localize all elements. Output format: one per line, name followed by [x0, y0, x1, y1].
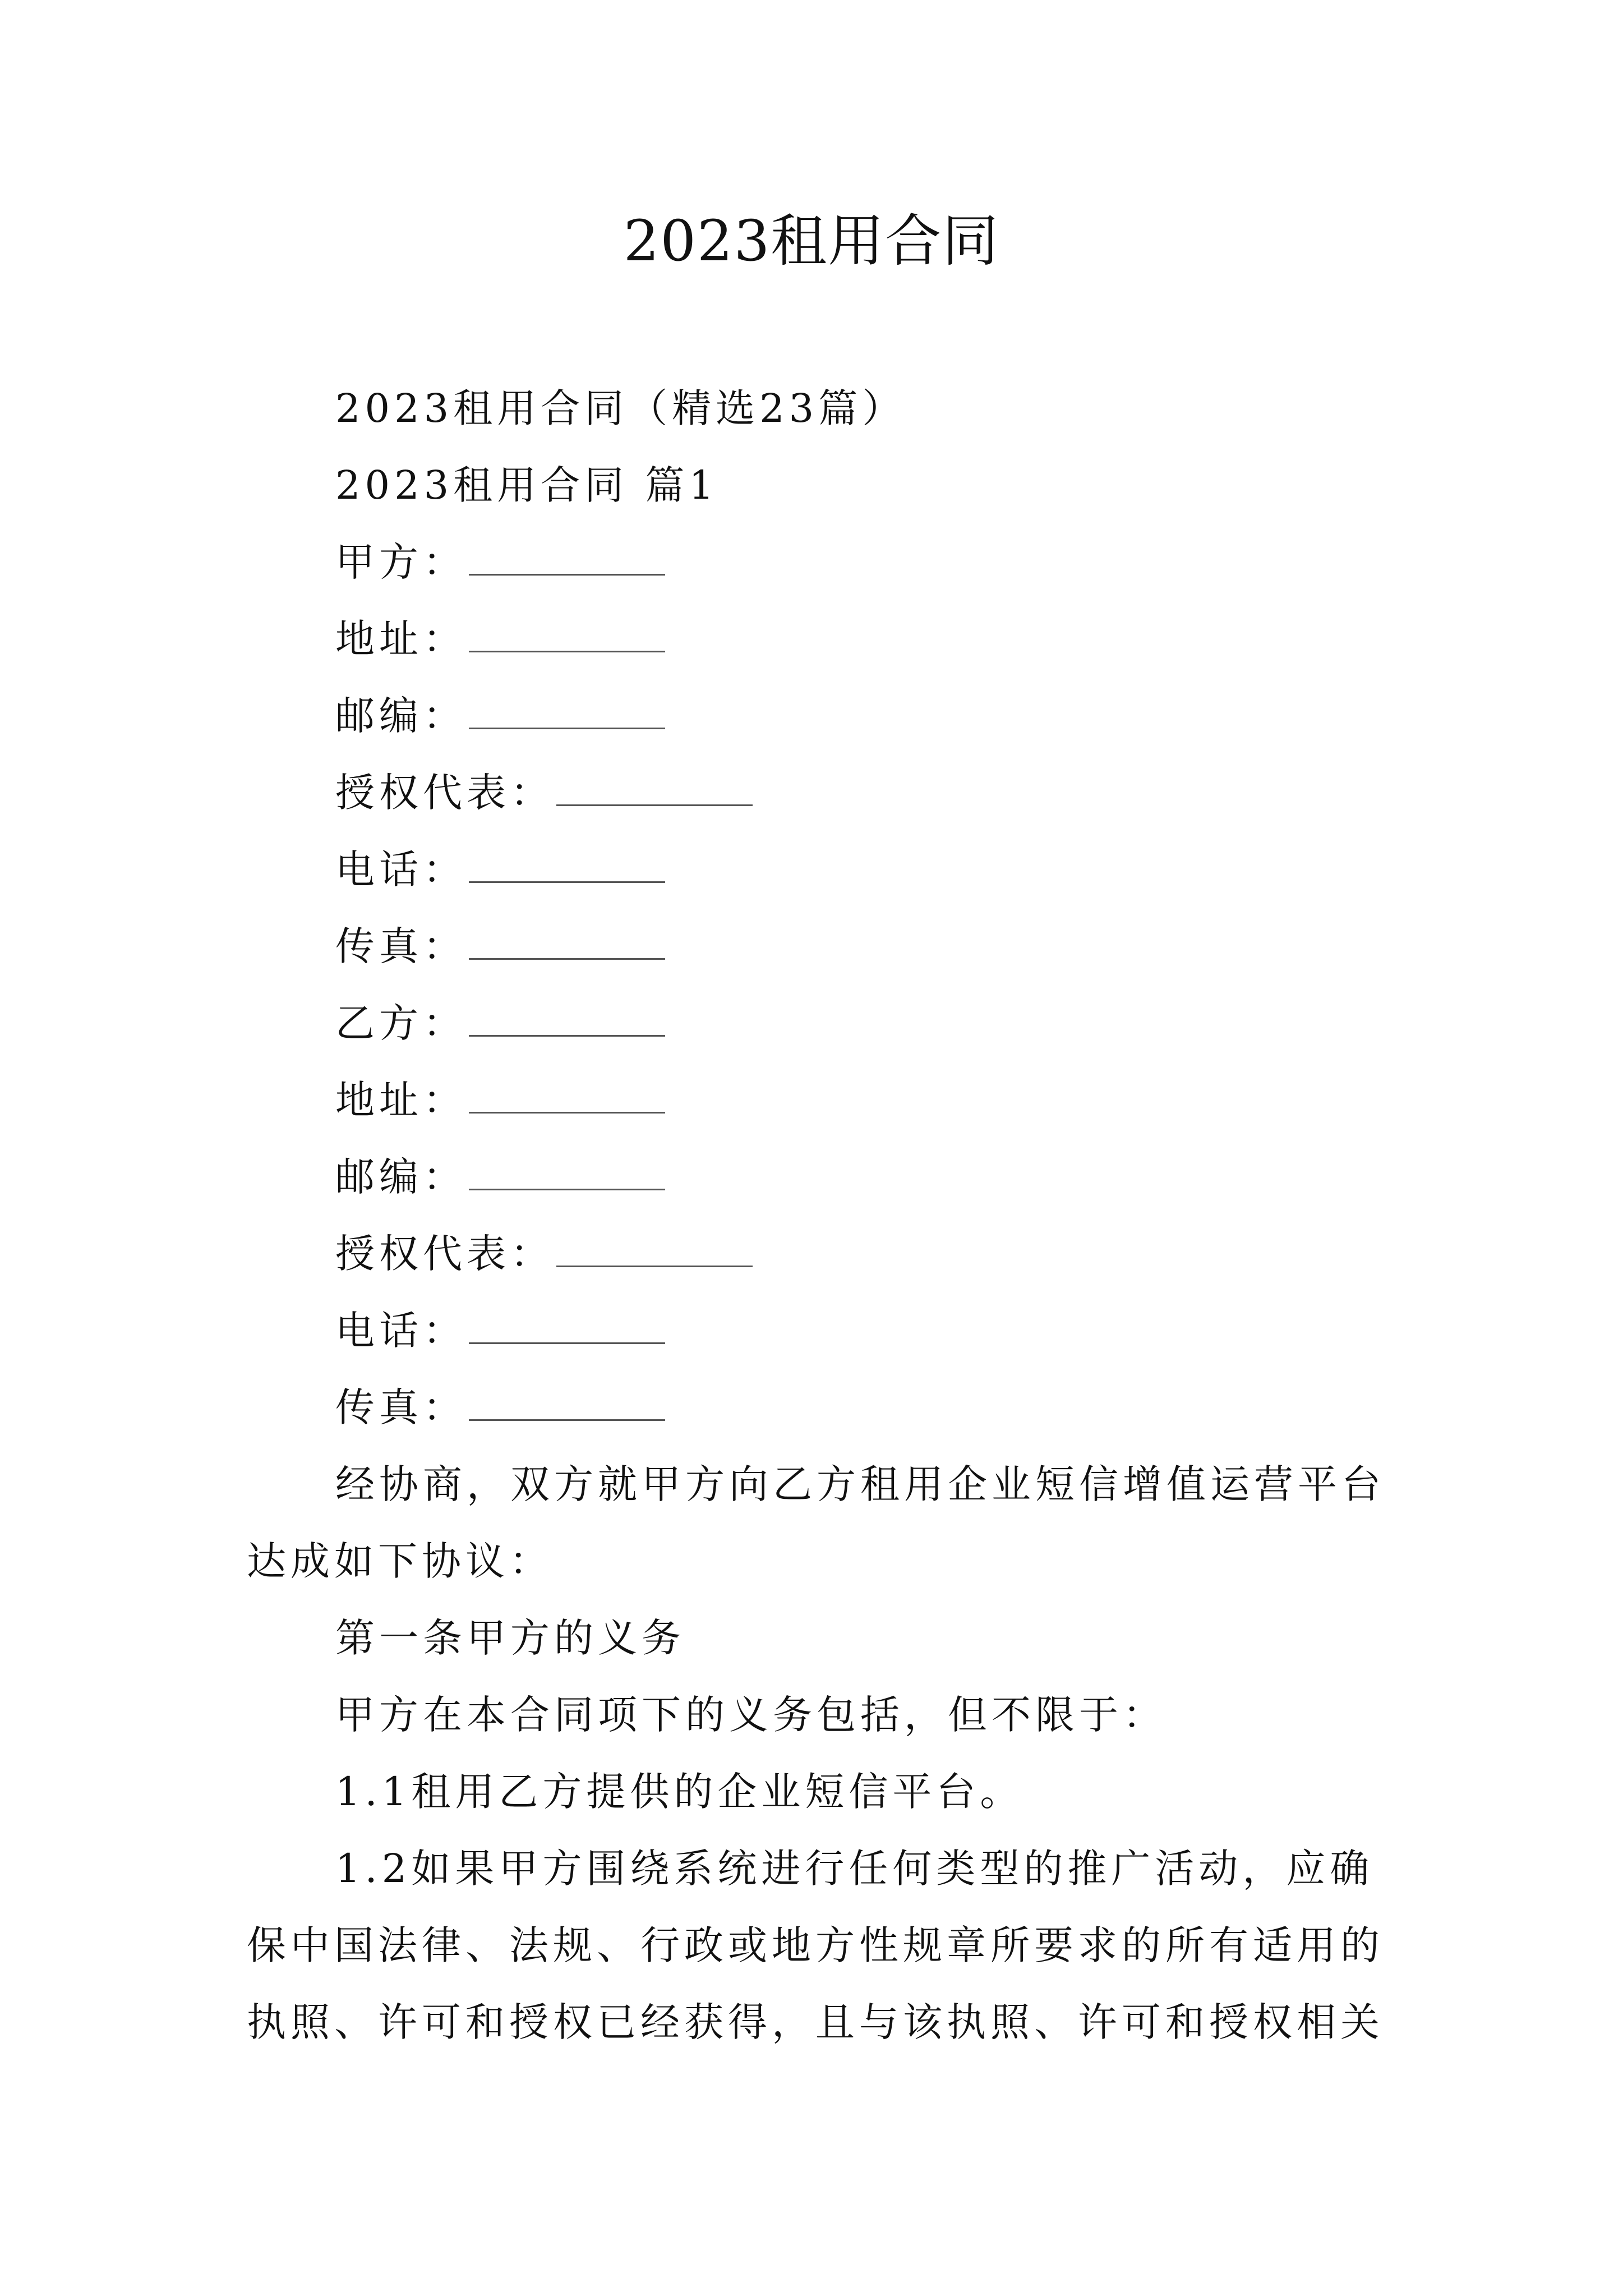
field-label: 甲方：	[335, 539, 467, 585]
section-heading: 2023租用合同 篇1	[335, 462, 718, 508]
party-b-address-field	[247, 1062, 1382, 1139]
intro-line-2: 达成如下协议：	[247, 1538, 553, 1584]
clause-1-2-line-3: 执照、许可和授权已经获得，且与该执照、许可和授权相关	[247, 1999, 1384, 2045]
clause-1-2-line-1: 1.2如果甲方围绕系统进行任何类型的推广活动，应确	[335, 1846, 1374, 1892]
fill-blank	[469, 1078, 665, 1114]
clause-1-1: 1.1租用乙方提供的企业短信平台。	[335, 1769, 1024, 1815]
party-a-name-field	[247, 524, 1382, 601]
party-b-phone-field	[247, 1292, 1382, 1369]
clause-1-2-line-2: 保中国法律、法规、行政或地方性规章所要求的所有适用的	[247, 1922, 1384, 1968]
fill-blank	[469, 617, 665, 652]
fill-blank	[469, 848, 665, 883]
party-b-fax-field	[247, 1369, 1382, 1446]
article-1-intro: 甲方在本合同项下的义务包括，但不限于：	[335, 1692, 1166, 1738]
field-label: 地址：	[335, 616, 467, 662]
party-a-postcode-field	[247, 678, 1382, 754]
fill-blank	[469, 1155, 665, 1190]
field-label: 电话：	[335, 846, 467, 892]
fill-blank	[469, 540, 665, 576]
party-b-name-field	[247, 985, 1382, 1062]
field-label: 地址：	[335, 1077, 467, 1123]
document-title: 2023租用合同	[623, 208, 1000, 274]
fill-blank	[469, 694, 665, 729]
party-a-representative-field	[247, 754, 1382, 831]
document-body	[247, 370, 1385, 2061]
fill-blank	[556, 771, 753, 806]
field-label: 传真：	[335, 1384, 467, 1430]
party-b-postcode-field	[247, 1139, 1382, 1216]
field-label: 电话：	[335, 1308, 467, 1354]
fill-blank	[469, 924, 665, 960]
intro-line-1: 经协商，双方就甲方向乙方租用企业短信增值运营平台	[335, 1461, 1385, 1507]
field-label: 传真：	[335, 923, 467, 969]
fill-blank	[469, 1386, 665, 1421]
field-label: 授权代表：	[335, 770, 554, 816]
field-label: 授权代表：	[335, 1231, 554, 1277]
party-a-phone-field	[247, 831, 1382, 908]
field-label: 邮编：	[335, 1154, 467, 1200]
field-label: 乙方：	[335, 1000, 467, 1046]
fill-blank	[469, 1001, 665, 1037]
fill-blank	[556, 1232, 753, 1267]
document-subtitle: 2023租用合同（精选23篇）	[335, 385, 906, 431]
fill-blank	[469, 1309, 665, 1344]
party-a-address-field	[247, 601, 1382, 678]
field-label: 邮编：	[335, 693, 467, 739]
party-a-fax-field	[247, 908, 1382, 985]
article-1-heading: 第一条甲方的义务	[335, 1615, 685, 1661]
party-b-representative-field	[247, 1216, 1382, 1292]
